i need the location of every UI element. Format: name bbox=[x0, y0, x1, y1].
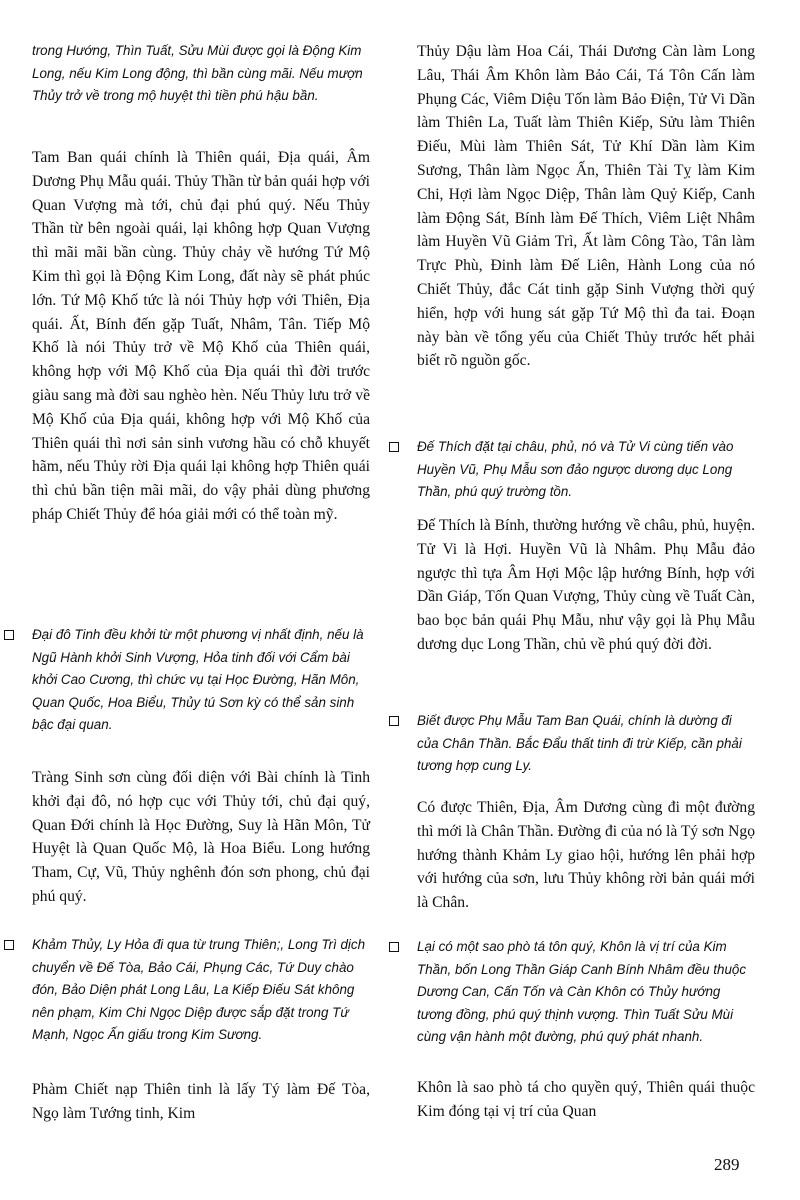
bullet-italic-text: Đại đô Tinh đều khởi từ một phương vị nhất định, nếu là Ngũ Hành khởi Sinh Vượng, Hỏa tinh đối với Cẩm bài khởi Cao Cương, thì chức vụ tại Học Đường, Hãn Môn, Quan Quốc, Hoa Biểu, Thủy tú Sơn kỳ có thể sản sinh bậc đại quan. bbox=[32, 627, 364, 733]
right-bullet-2 bbox=[417, 710, 755, 778]
bullet-italic-text: Đế Thích đặt tại châu, phủ, nó và Tử Vi cùng tiến vào Huyền Vũ, Phụ Mẫu sơn đảo ngược dương dục Long Thần, phú quý trường tồn. bbox=[417, 439, 734, 500]
bullet-italic-text: Biết được Phụ Mẫu Tam Ban Quái, chính là dường đi của Chân Thần. Bắc Đẩu thất tinh đi trừ Kiếp, cần phải tương hợp cung Ly. bbox=[417, 713, 742, 774]
body-paragraph: Phàm Chiết nạp Thiên tinh là lấy Tý làm Đế Tòa, Ngọ làm Tướng tinh, Kim bbox=[32, 1081, 370, 1122]
body-paragraph: Tràng Sinh sơn cùng đối diện với Bài chính là Tinh khởi đại đô, nó hợp cục với Thủy tới, chủ đại quý, Quan Đới chính là Học Đường, Suy là Hãn Môn, Tử Huyệt là Quan Quốc Mộ, là Hoa Biểu. Long hướng Tham, Cự, Vũ, Thủy nghênh đón sơn phong, chủ đại phú quý. bbox=[32, 769, 370, 905]
body-paragraph: Thủy Dậu làm Hoa Cái, Thái Dương Càn làm Long Lâu, Thái Âm Khôn làm Bảo Cái, Tá Tôn Cấn làm Phụng Các, Viêm Diệu Tốn làm Bảo Điện, Tử Vi Dần làm Thiên La, Tuất làm Thiên Kiếp, Sửu làm Thiên Điếu, Mùi làm Thiên Sát, Tử Khí Dần làm Kim Sương, Thân làm Ngọc Ấn, Thiên Tài Tỵ làm Kim Chi, Hợi làm Ngọc Diệp, Thân làm Quỷ Kiếp, Canh làm Động Sát, Bính làm Đế Thích, Viêm Liệt Nhâm làm Huyền Vũ Giảm Trì, Ất làm Công Tào, Tân làm Trực Phù, Đinh làm Đế Liên, Hành Long của nó Chiết Thủy, đắc Cát tinh gặp Sinh Vượng thời quý hiển, hợp với hung sát gặp Tứ Mộ thì đa tai. Đoạn này bàn về tổng yếu của Chiết Thủy trước hết phải biết rõ nguồn gốc. bbox=[417, 43, 755, 370]
body-paragraph: Tam Ban quái chính là Thiên quái, Địa quái, Âm Dương Phụ Mẫu quái. Thủy Thần từ bản quái hợp với Quan Vượng mà tới, chủ đại phú quý. Nếu Thủy Thần từ bên ngoài quái, lại không hợp Quan Vượng thì mãi mãi bần cùng. Thủy chảy về hướng Tứ Mộ Kim thì gọi là Động Kim Long, đất này sẽ phát phúc lớn. Tứ Mộ Khố tức là nói Thủy hợp với Thiên, Địa quái. Ất, Bính đến gặp Tuất, Nhâm, Tân. Tiếp Mộ Khố là nói Thủy trở về Mộ Khố của Thiên quái, không hợp với Mộ Khố của Địa quái thì đời trước giàu sang mà đời sau nghèo hèn. Nếu Thủy lưu trở về Mộ Khố của Địa quái, không hợp với Mộ Khố của Thiên quái thì nơi sản sinh vương hầu có chỗ khuyết hãm, nếu Thủy rời Địa quái lại không hợp Thiên quái thì chủ bần tiện mãi mãi, do vậy phải dùng phương pháp Chiết Thủy để hóa giải mới có thể toàn mỹ. bbox=[32, 149, 370, 523]
checkbox-square-icon bbox=[389, 442, 399, 452]
right-body-paragraph-3 bbox=[417, 796, 755, 915]
italic-paragraph: trong Hướng, Thìn Tuất, Sửu Mùi được gọi là Động Kim Long, nếu Kim Long động, thì bần cùng mãi. Nếu mượn Thủy trở về trong mộ huyệt thì tiền phú hậu bần. bbox=[32, 43, 363, 104]
right-body-paragraph-1 bbox=[417, 40, 755, 373]
bullet-italic-text: Lại có một sao phò tá tôn quý, Khôn là vị trí của Kim Thần, bốn Long Thần Giáp Canh Bính Nhâm đều thuộc Dương Can, Cấn Tốn và Càn Khôn có Thủy hướng tương đồng, phú quý thịnh vượng. Thìn Tuất Sửu Mùi cùng vận hành một đường, phú quý phát nhanh. bbox=[417, 939, 747, 1045]
checkbox-square-icon bbox=[389, 716, 399, 726]
checkbox-square-icon bbox=[4, 630, 14, 640]
body-paragraph: Đế Thích là Bính, thường hướng về châu, phủ, huyện. Tử Vi là Hợi. Huyền Vũ là Nhâm. Phụ Mẫu đảo ngược thì tựa Âm Hợi Mộc lập hướng Bính, hợp với Dần Giáp, Tốn Quan Vượng, Thủy cùng về Tuất Càn, bao bọc bản quái Phụ Mẫu, như vậy gọi là Phụ Mẫu dương dục Long Thần, chủ về phú quý đời đời. bbox=[417, 517, 755, 653]
left-continued-italic bbox=[32, 40, 370, 108]
bullet-italic-text: Khảm Thủy, Ly Hỏa đi qua từ trung Thiên;, Long Trì dịch chuyển về Đế Tòa, Bảo Cái, Phụng Các, Tứ Duy chào đón, Bảo Diện phát Long Lâu, La Kiếp Điếu Sát không nên phạm, Kim Chi Ngọc Diệp được sắp đặt trong Tứ Mạnh, Ngọc Ấn giấu trong Kim Sương. bbox=[32, 937, 366, 1043]
left-body-paragraph-2 bbox=[32, 766, 370, 909]
page-number: 289 bbox=[714, 1155, 740, 1174]
right-bullet-1 bbox=[417, 436, 755, 504]
body-paragraph: Có được Thiên, Địa, Âm Dương cùng đi một đường thì mới là Chân Thần. Đường đi của nó là Tý sơn Ngọ hướng thành Khảm Ly giao hội, hướng lên phải hợp với hướng của sơn, lưu Thủy không rời bản quái mới là Chân. bbox=[417, 799, 755, 912]
left-bullet-2 bbox=[32, 934, 370, 1047]
checkbox-square-icon bbox=[4, 940, 14, 950]
right-body-paragraph-4 bbox=[417, 1076, 755, 1124]
left-bullet-1 bbox=[32, 624, 370, 737]
left-body-paragraph-3 bbox=[32, 1078, 370, 1126]
right-body-paragraph-2 bbox=[417, 514, 755, 657]
right-bullet-3 bbox=[417, 936, 755, 1049]
checkbox-square-icon bbox=[389, 942, 399, 952]
body-paragraph: Khôn là sao phò tá cho quyền quý, Thiên quái thuộc Kim đóng tại vị trí của Quan bbox=[417, 1079, 755, 1120]
left-body-paragraph-1 bbox=[32, 146, 370, 527]
